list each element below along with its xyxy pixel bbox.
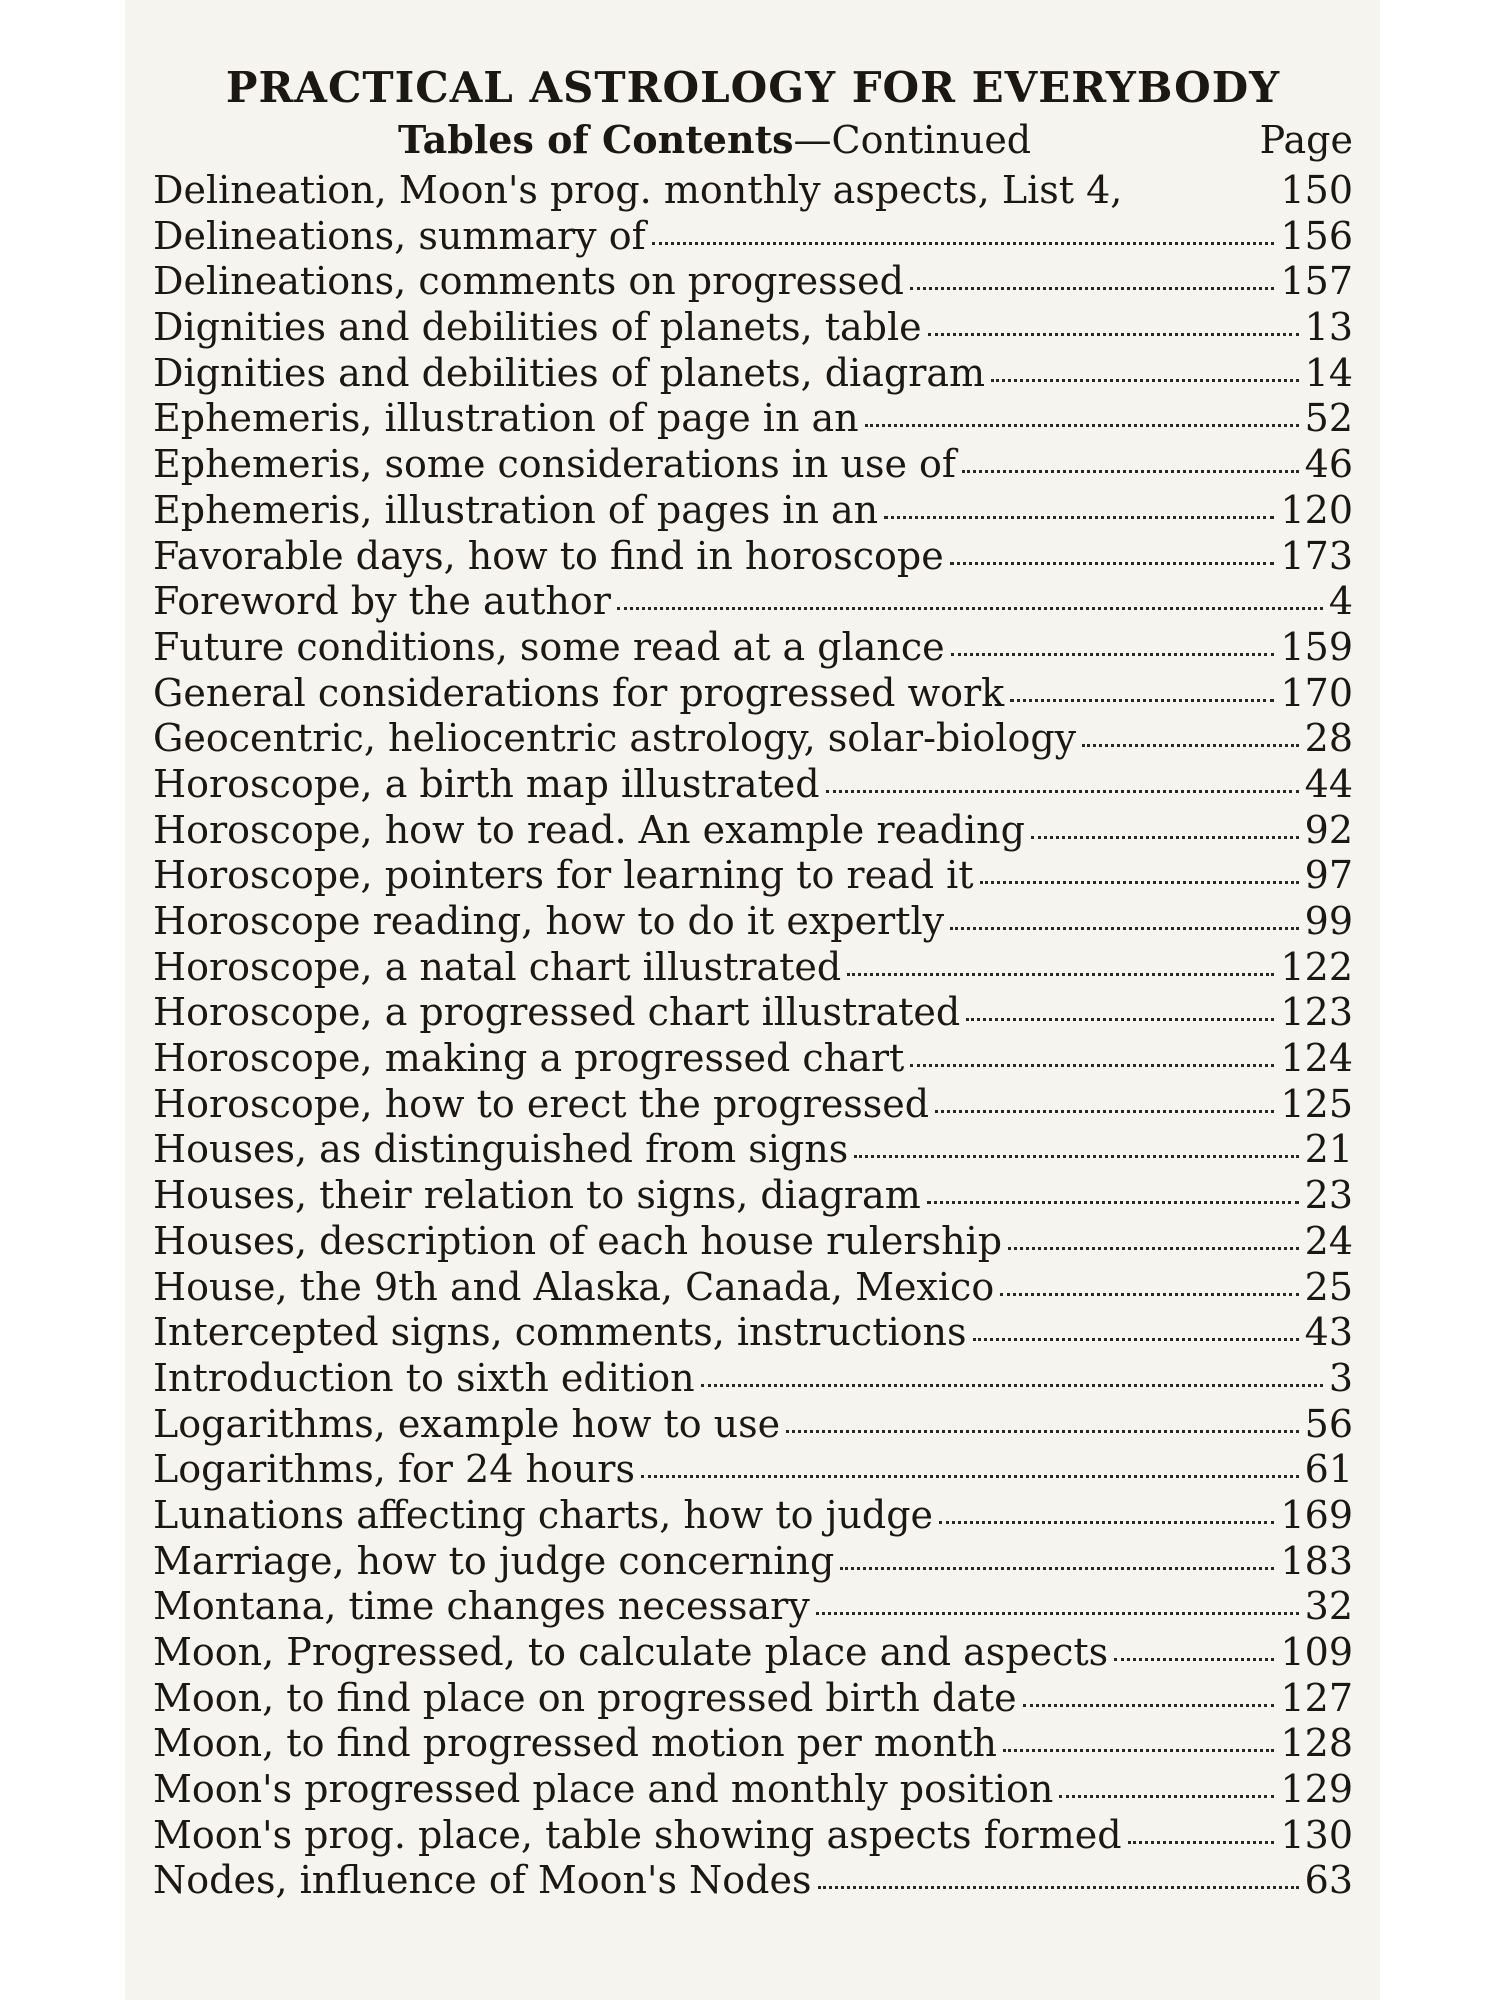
entry-label: Houses, description of each house rulership [153, 1218, 1003, 1263]
toc-entry [153, 716, 1353, 762]
dot-leader [1003, 1749, 1275, 1752]
entry-page-number: 129 [1280, 1767, 1353, 1812]
dot-leader [641, 1475, 1299, 1478]
entry-label: Horoscope, pointers for learning to read it [153, 853, 974, 898]
entry-page-number: 63 [1304, 1858, 1353, 1903]
entry-page-number: 14 [1304, 350, 1353, 395]
dot-leader [950, 562, 1275, 565]
entry-label: Logarithms, for 24 hours [153, 1447, 635, 1492]
toc-entry [153, 1082, 1353, 1128]
entry-label: Dignities and debilities of planets, diagram [153, 350, 986, 395]
toc-entry [153, 396, 1353, 442]
toc-entry [153, 671, 1353, 717]
dot-leader [884, 516, 1274, 519]
dot-leader [973, 1338, 1299, 1341]
entry-page-number: 183 [1280, 1538, 1353, 1583]
subtitle-continued: —Continued [793, 118, 1032, 162]
toc-entry [153, 1630, 1353, 1676]
entry-page-number: 128 [1280, 1721, 1353, 1766]
entry-label: Horoscope, how to erect the progressed [153, 1081, 930, 1126]
dot-leader [928, 333, 1299, 336]
dot-leader [951, 653, 1275, 656]
entry-label: Intercepted signs, comments, instructions [153, 1310, 967, 1355]
dot-leader [1082, 744, 1299, 747]
entry-label: Horoscope, a birth map illustrated [153, 761, 820, 806]
toc-entry [153, 1173, 1353, 1219]
toc-entry [153, 259, 1353, 305]
entry-label: Foreword by the author [153, 579, 611, 624]
toc-entry [153, 1447, 1353, 1493]
entry-page-number: 25 [1304, 1264, 1353, 1309]
toc-entry [153, 1127, 1353, 1173]
entry-label: Horoscope, how to read. An example reading [153, 807, 1025, 852]
dot-leader [1010, 699, 1274, 702]
entry-page-number: 169 [1280, 1492, 1353, 1537]
dot-leader [1114, 1658, 1274, 1661]
toc-entry [153, 442, 1353, 488]
toc-entry [153, 945, 1353, 991]
entry-label: Introduction to sixth edition [153, 1355, 695, 1400]
entry-label: Delineation, Moon's prog. monthly aspects, List 4, [153, 168, 1123, 212]
entry-label: General considerations for progressed work [153, 670, 1005, 715]
entry-page-number: 125 [1280, 1081, 1353, 1126]
entry-page-number: 109 [1280, 1630, 1353, 1674]
toc-entry [153, 990, 1353, 1036]
toc-entries [153, 168, 1353, 1904]
entry-page-number: 3 [1328, 1355, 1353, 1400]
dot-leader [826, 790, 1299, 793]
entry-label: Horoscope, making a progressed chart [153, 1036, 905, 1081]
toc-subtitle [153, 114, 1353, 166]
entry-page-number: 56 [1304, 1401, 1353, 1446]
dot-leader [865, 424, 1299, 427]
entry-page-number: 97 [1304, 853, 1353, 898]
toc-entry [153, 762, 1353, 808]
entry-page-number: 46 [1304, 442, 1353, 487]
toc-entry [153, 1676, 1353, 1722]
entry-label: Delineations, summary of [153, 213, 646, 258]
entry-page-number: 173 [1280, 533, 1353, 578]
subtitle-bold: Tables of Contents [398, 117, 794, 162]
page-column-heading: Page [1259, 118, 1353, 162]
toc-entry [153, 625, 1353, 671]
dot-leader [840, 1567, 1274, 1570]
dot-leader [1059, 1795, 1274, 1798]
toc-entry [153, 899, 1353, 945]
entry-page-number: 157 [1280, 259, 1353, 304]
toc-entry [153, 534, 1353, 580]
entry-label: Horoscope, a progressed chart illustrated [153, 990, 961, 1035]
entry-page-number: 52 [1304, 396, 1353, 441]
dot-leader [980, 881, 1299, 884]
entry-page-number: 122 [1280, 944, 1353, 989]
entry-page-number: 130 [1280, 1812, 1353, 1857]
entry-label: House, the 9th and Alaska, Canada, Mexico [153, 1264, 995, 1309]
entry-page-number: 156 [1280, 213, 1353, 258]
toc-entry [153, 168, 1353, 214]
toc-entry [153, 1310, 1353, 1356]
toc-entry [153, 579, 1353, 625]
dot-leader [927, 1201, 1299, 1204]
dot-leader [991, 379, 1299, 382]
toc-entry [153, 1493, 1353, 1539]
dot-leader [816, 1612, 1299, 1615]
entry-label: Delineations, comments on progressed [153, 259, 904, 304]
entry-page-number: 99 [1304, 899, 1353, 943]
entry-label: Favorable days, how to find in horoscope [153, 533, 944, 578]
toc-entry [153, 351, 1353, 397]
entry-page-number: 123 [1280, 990, 1353, 1035]
entry-page-number: 43 [1304, 1310, 1353, 1355]
entry-page-number: 13 [1304, 305, 1353, 350]
entry-page-number: 124 [1280, 1036, 1353, 1081]
dot-leader [910, 1064, 1274, 1067]
entry-label: Logarithms, example how to use [153, 1401, 781, 1446]
entry-page-number: 24 [1304, 1218, 1353, 1263]
toc-entry [153, 1858, 1353, 1904]
toc-entry [153, 214, 1353, 260]
dot-leader [818, 1886, 1299, 1889]
entry-label: Horoscope, a natal chart illustrated [153, 944, 842, 989]
entry-page-number: 170 [1280, 670, 1353, 715]
book-page [125, 0, 1380, 2000]
dot-leader [617, 607, 1323, 610]
dot-leader [701, 1384, 1323, 1387]
entry-label: Dignities and debilities of planets, table [153, 305, 922, 350]
entry-page-number: 23 [1304, 1173, 1353, 1218]
entry-label: Geocentric, heliocentric astrology, solar-biology [153, 716, 1077, 761]
dot-leader [935, 1110, 1274, 1113]
entry-page-number: 127 [1280, 1675, 1353, 1720]
toc-entry [153, 1265, 1353, 1311]
entry-label: Moon, Progressed, to calculate place and aspects [153, 1630, 1109, 1674]
entry-label: Moon, to find place on progressed birth date [153, 1675, 1017, 1720]
entry-label: Nodes, influence of Moon's Nodes [153, 1858, 812, 1903]
entry-page-number: 92 [1304, 807, 1353, 852]
entry-label: Marriage, how to judge concerning [153, 1538, 835, 1583]
dot-leader [966, 1018, 1274, 1021]
entry-label: Lunations affecting charts, how to judge [153, 1492, 934, 1537]
toc-entry [153, 1356, 1353, 1402]
dot-leader [652, 242, 1275, 245]
dot-leader [1031, 836, 1299, 839]
subtitle-group [398, 114, 1031, 166]
dot-leader [1128, 1841, 1275, 1844]
entry-label: Horoscope reading, how to do it expertly [153, 899, 945, 943]
dot-leader [786, 1430, 1298, 1433]
toc-entry [153, 1219, 1353, 1265]
entry-label: Moon, to find progressed motion per month [153, 1721, 997, 1766]
entry-label: Houses, as distinguished from signs [153, 1127, 849, 1172]
toc-entry [153, 1767, 1353, 1813]
dot-leader [854, 1155, 1298, 1158]
page-title: PRACTICAL ASTROLOGY FOR EVERYBODY [225, 63, 1281, 112]
entry-page-number: 4 [1328, 579, 1353, 624]
dot-leader [1000, 1293, 1298, 1296]
toc-entry [153, 853, 1353, 899]
dot-leader [1023, 1704, 1275, 1707]
dot-leader [962, 470, 1299, 473]
dot-leader [910, 287, 1275, 290]
entry-label: Future conditions, some read at a glance [153, 624, 945, 669]
entry-label: Moon's progressed place and monthly position [153, 1767, 1054, 1812]
dot-leader [950, 927, 1299, 930]
toc-entry [153, 1402, 1353, 1448]
entry-label: Ephemeris, illustration of pages in an [153, 487, 879, 532]
entry-page-number: 32 [1304, 1584, 1353, 1629]
table-of-contents [153, 62, 1353, 1904]
toc-entry [153, 305, 1353, 351]
toc-entry [153, 808, 1353, 854]
toc-entry [153, 1721, 1353, 1767]
dot-leader [1008, 1247, 1299, 1250]
entry-label: Houses, their relation to signs, diagram [153, 1173, 921, 1218]
entry-page-number: 61 [1304, 1447, 1353, 1492]
toc-entry [153, 1539, 1353, 1585]
entry-page-number: 21 [1304, 1127, 1353, 1172]
entry-page-number: 159 [1280, 624, 1353, 669]
dot-leader [847, 973, 1274, 976]
toc-entry [153, 1813, 1353, 1859]
entry-page-number: 120 [1280, 487, 1353, 532]
toc-entry [153, 488, 1353, 534]
entry-label: Montana, time changes necessary [153, 1584, 810, 1629]
entry-label: Ephemeris, some considerations in use of [153, 442, 956, 487]
dot-leader [939, 1521, 1274, 1524]
toc-entry [153, 1036, 1353, 1082]
entry-label: Moon's prog. place, table showing aspects formed [153, 1812, 1122, 1857]
entry-page-number: 150 [1280, 168, 1353, 212]
entry-page-number: 28 [1304, 716, 1353, 761]
entry-label: Ephemeris, illustration of page in an [153, 396, 859, 441]
entry-page-number: 44 [1304, 761, 1353, 806]
toc-entry [153, 1584, 1353, 1630]
